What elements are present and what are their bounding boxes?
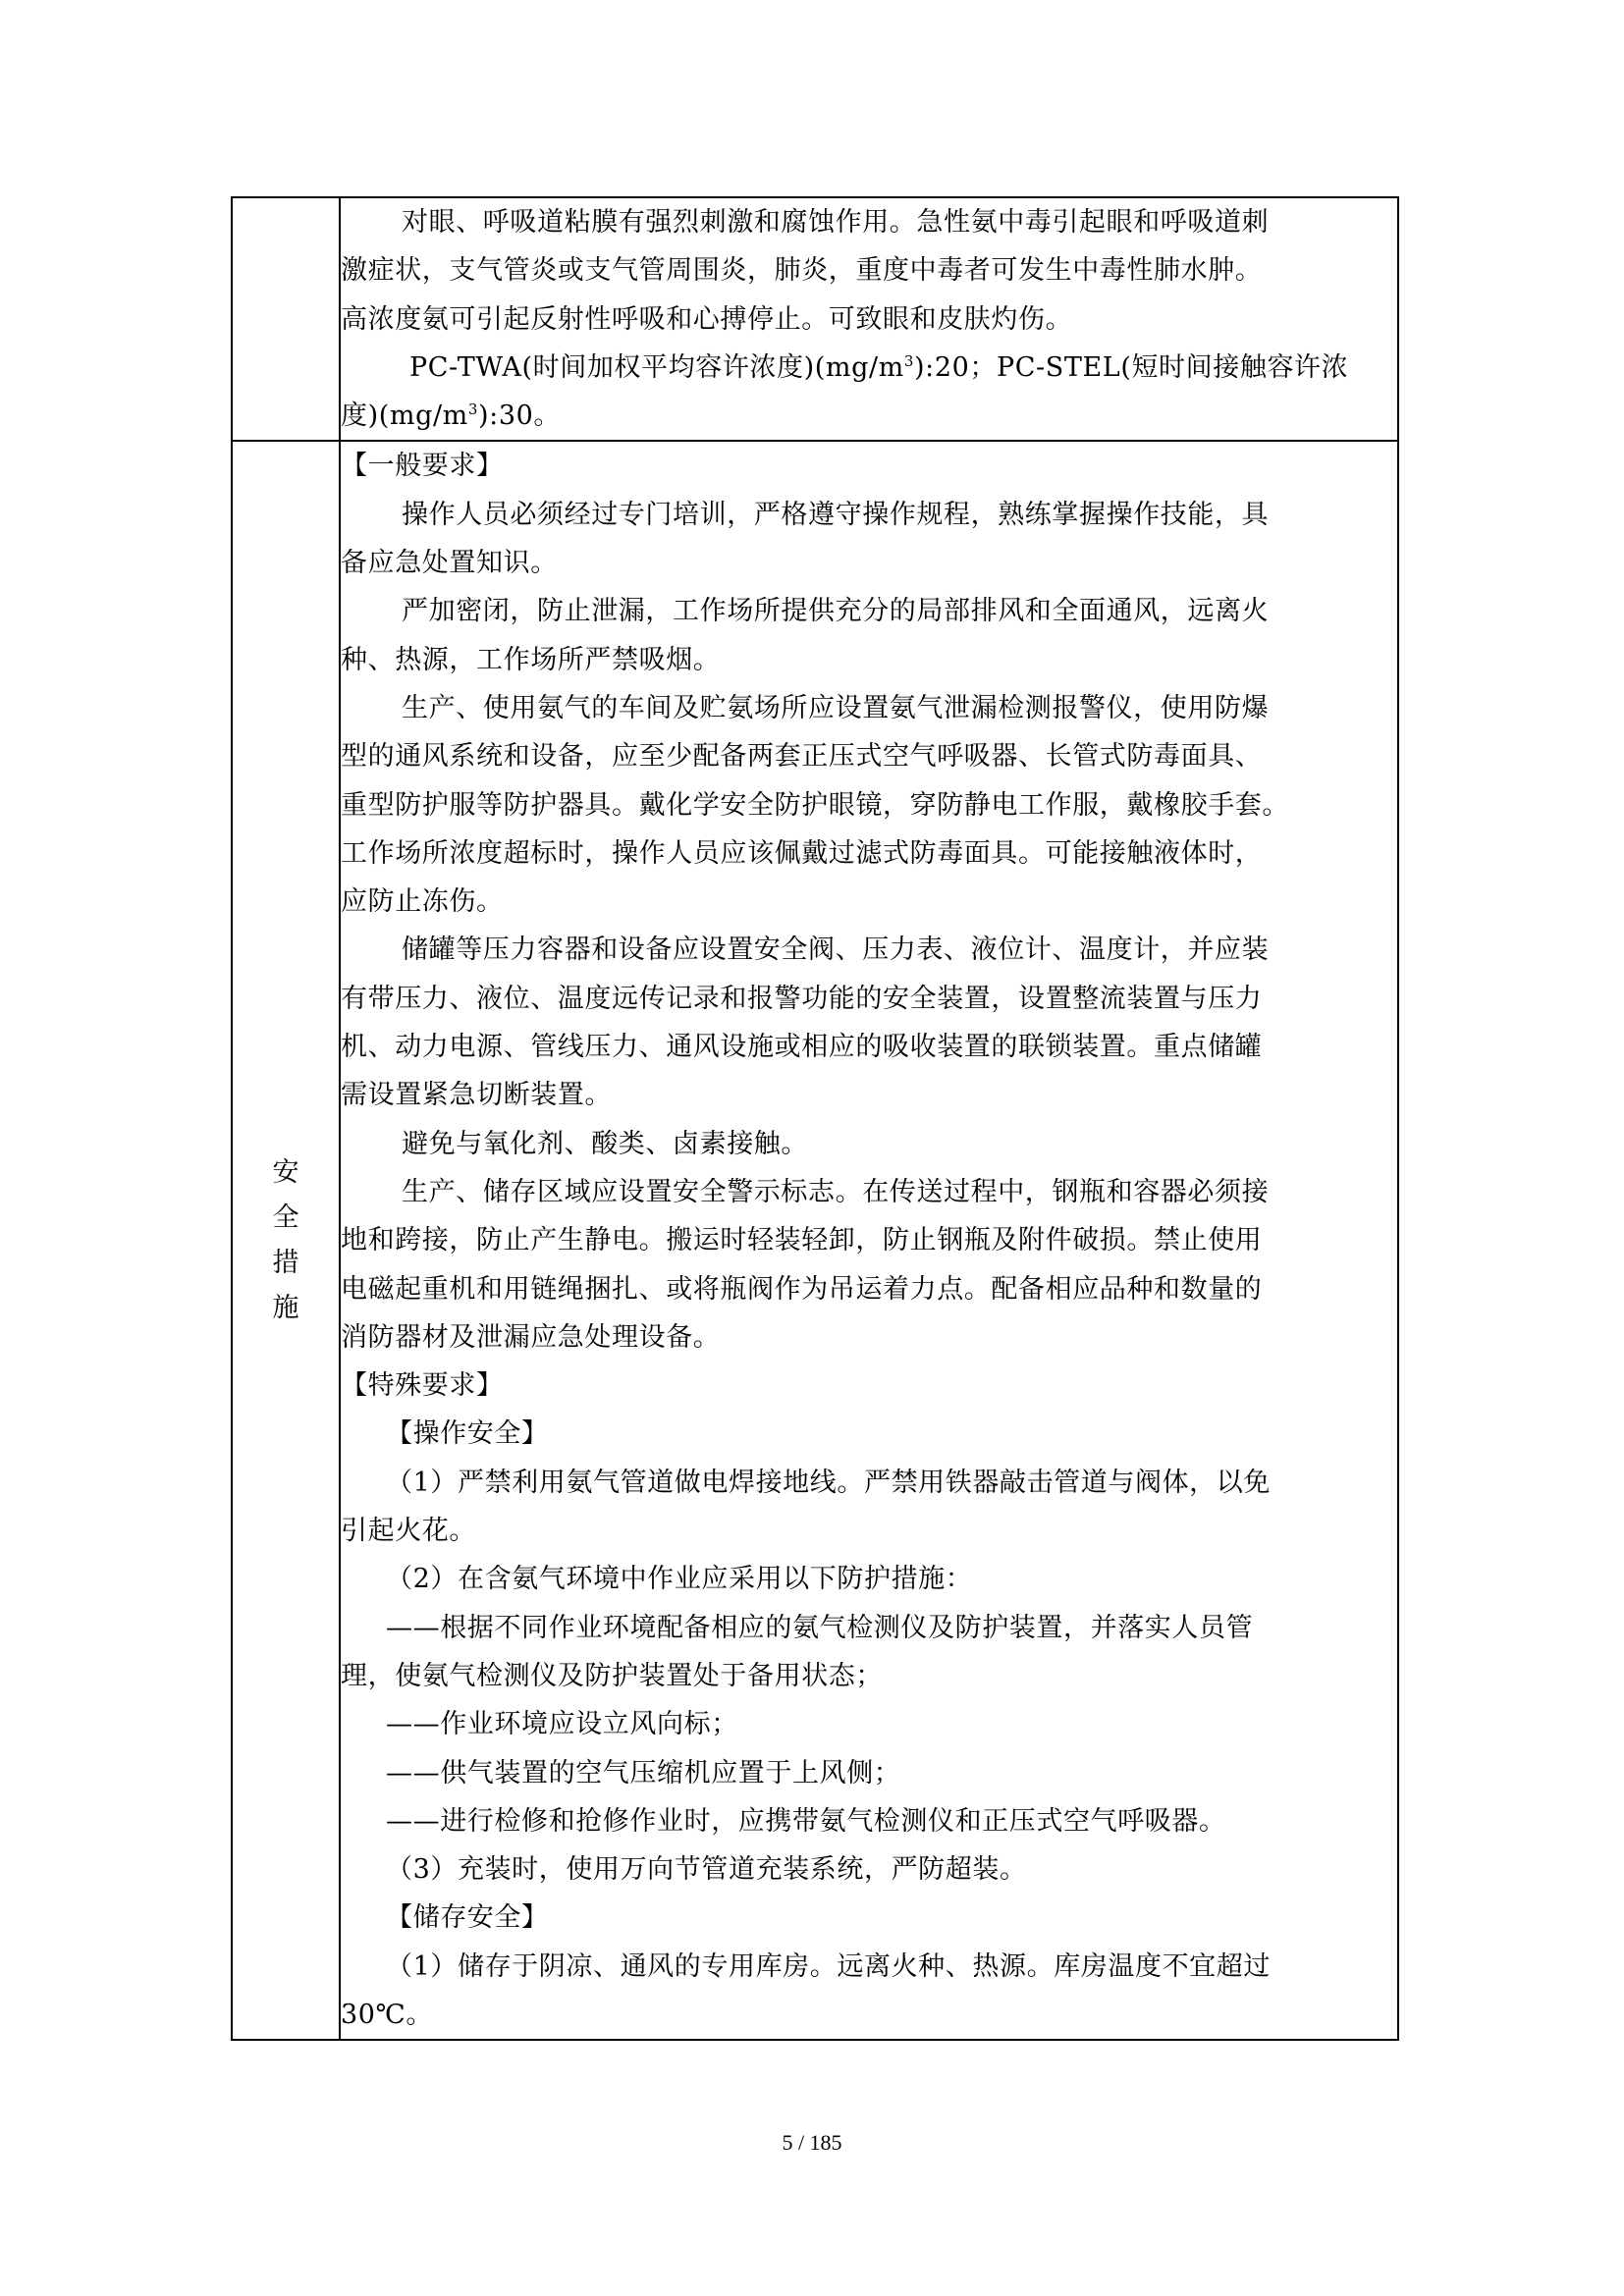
storage-safety-heading: 【储存安全】 bbox=[386, 1902, 549, 1934]
exposure-limits-line: PC-TWA(时间加权平均容许浓度)$(mg/m^3):20$；PC-STEL(短时间接触容许浓 bbox=[409, 351, 1349, 383]
text-line: 操作人员必须经过专门培训，严格遵守操作规程，熟练掌握操作技能，具 bbox=[402, 499, 1270, 530]
text-line: ——根据不同作业环境配备相应的氨气检测仪及防护装置，并落实人员管 bbox=[386, 1612, 1254, 1643]
text-line: 高浓度氨可引起反射性呼吸和心搏停止。可致眼和皮肤灼伤。 bbox=[341, 303, 1073, 335]
text-line: 机、动力电源、管线压力、通风设施或相应的吸收装置的联锁装置。重点储罐 bbox=[341, 1032, 1263, 1063]
exposure-limits-line: 度)$(mg/m^3):30$。 bbox=[341, 400, 562, 432]
text-line: 电磁起重机和用链绳捆扎、或将瓶阀作为吊运着力点。配备相应品种和数量的 bbox=[341, 1273, 1263, 1305]
text-line: ——供气装置的空气压缩机应置于上风侧； bbox=[386, 1757, 901, 1789]
text-line: 备应急处置知识。 bbox=[341, 548, 558, 579]
text-line: （2）在含氨气环境中作业应采用以下防护措施： bbox=[386, 1564, 973, 1595]
health-hazard-row bbox=[232, 197, 1398, 441]
text-line: 生产、使用氨气的车间及贮氨场所应设置氨气泄漏检测报警仪，使用防爆 bbox=[402, 692, 1270, 723]
text-line: 引起火花。 bbox=[341, 1516, 476, 1547]
text-line: ——进行检修和抢修作业时，应携带氨气检测仪和正压式空气呼吸器。 bbox=[386, 1805, 1226, 1837]
row-label-empty bbox=[232, 197, 340, 441]
text-line: 种、热源，工作场所严禁吸烟。 bbox=[341, 644, 721, 675]
text-line: 严加密闭，防止泄漏，工作场所提供充分的局部排风和全面通风，远离火 bbox=[402, 596, 1270, 627]
text-line: 需设置紧急切断装置。 bbox=[341, 1080, 612, 1111]
special-requirements-heading: 【特殊要求】 bbox=[341, 1370, 504, 1402]
text-line: 激症状，支气管炎或支气管周围炎，肺炎，重度中毒者可发生中毒性肺水肿。 bbox=[341, 255, 1263, 287]
text-line: 储罐等压力容器和设备应设置安全阀、压力表、液位计、温度计，并应装 bbox=[402, 934, 1270, 966]
general-requirements-heading: 【一般要求】 bbox=[341, 451, 504, 482]
text-line: （1）储存于阴凉、通风的专用库房。远离火种、热源。库房温度不宜超过 bbox=[386, 1950, 1271, 1982]
safety-measures-row bbox=[232, 441, 1398, 2040]
text-line: 生产、储存区域应设置安全警示标志。在传送过程中，钢瓶和容器必须接 bbox=[402, 1176, 1270, 1207]
safety-data-table bbox=[231, 196, 1399, 2041]
text-line: ——作业环境应设立风向标； bbox=[386, 1709, 738, 1740]
text-line: 30℃。 bbox=[341, 1999, 433, 2030]
health-hazard-content bbox=[340, 197, 1398, 441]
page-number: 5 / 185 bbox=[782, 2130, 842, 2155]
text-line: 重型防护服等防护器具。戴化学安全防护眼镜，穿防静电工作服，戴橡胶手套。 bbox=[341, 789, 1289, 821]
text-line: 地和跨接，防止产生静电。搬运时轻装轻卸，防止钢瓶及附件破损。禁止使用 bbox=[341, 1225, 1263, 1256]
text-line: 型的通风系统和设备，应至少配备两套正压式空气呼吸器、长管式防毒面具、 bbox=[341, 741, 1263, 773]
text-line: 有带压力、液位、温度远传记录和报警功能的安全装置，设置整流装置与压力 bbox=[341, 983, 1263, 1014]
safety-measures-content bbox=[340, 441, 1398, 2040]
text-line: 应防止冻伤。 bbox=[341, 886, 504, 918]
text-line: 理，使氨气检测仪及防护装置处于备用状态； bbox=[341, 1660, 883, 1691]
safety-measures-label: 安 全 措 施 bbox=[232, 441, 340, 2040]
text-line: 消防器材及泄漏应急处理设备。 bbox=[341, 1321, 721, 1353]
text-line: （1）严禁利用氨气管道做电焊接地线。严禁用铁器敲击管道与阀体，以免 bbox=[386, 1467, 1271, 1498]
text-line: 对眼、呼吸道粘膜有强烈刺激和腐蚀作用。急性氨中毒引起眼和呼吸道刺 bbox=[402, 207, 1270, 238]
operation-safety-heading: 【操作安全】 bbox=[386, 1418, 549, 1450]
text-line: 避免与氧化剂、酸类、卤素接触。 bbox=[402, 1128, 808, 1159]
text-line: 工作场所浓度超标时，操作人员应该佩戴过滤式防毒面具。可能接触液体时， bbox=[341, 837, 1263, 869]
text-line: （3）充装时，使用万向节管道充装系统，严防超装。 bbox=[386, 1854, 1027, 1886]
